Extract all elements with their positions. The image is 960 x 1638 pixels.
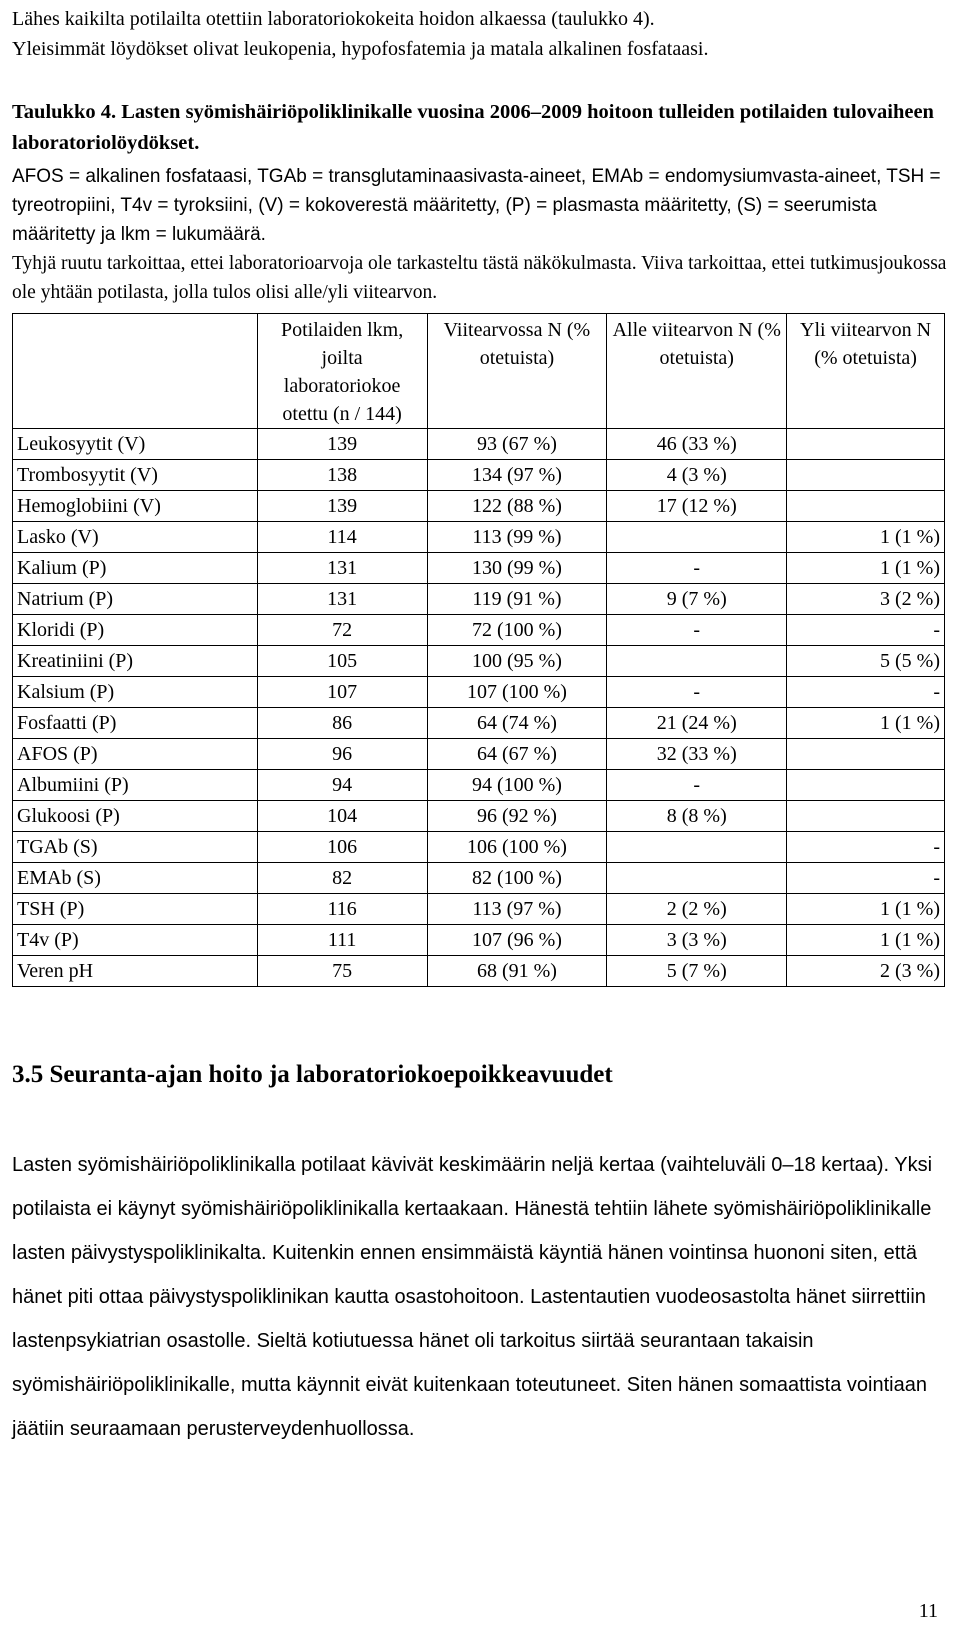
test-name-cell: Hemoglobiini (V)	[13, 491, 258, 522]
count-cell: 94	[257, 770, 427, 801]
count-cell: 139	[257, 429, 427, 460]
table-row	[13, 460, 945, 491]
intro-line-1: Lähes kaikilta potilailta otettiin laboratoriokokeita hoidon alkaessa (taulukko 4).	[12, 8, 655, 30]
table-row	[13, 925, 945, 956]
below-cell: 8 (8 %)	[607, 801, 787, 832]
table-row	[13, 832, 945, 863]
normal-cell: 64 (74 %)	[427, 708, 607, 739]
test-name-cell: Kloridi (P)	[13, 615, 258, 646]
below-cell: -	[607, 553, 787, 584]
test-name-cell: TGAb (S)	[13, 832, 258, 863]
above-cell: 5 (5 %)	[787, 646, 945, 677]
below-cell: 17 (12 %)	[607, 491, 787, 522]
below-cell: 21 (24 %)	[607, 708, 787, 739]
table-row	[13, 956, 945, 987]
below-cell	[607, 646, 787, 677]
table-row	[13, 491, 945, 522]
table-row	[13, 553, 945, 584]
count-cell: 75	[257, 956, 427, 987]
above-cell: 1 (1 %)	[787, 708, 945, 739]
count-cell: 106	[257, 832, 427, 863]
table-row	[13, 770, 945, 801]
test-name-cell: Kalium (P)	[13, 553, 258, 584]
count-cell: 82	[257, 863, 427, 894]
header-cell-above: Yli viitearvon N (% otetuista)	[787, 314, 945, 429]
table-row	[13, 615, 945, 646]
table-row	[13, 677, 945, 708]
normal-cell: 64 (67 %)	[427, 739, 607, 770]
table-row	[13, 429, 945, 460]
below-cell: 2 (2 %)	[607, 894, 787, 925]
test-name-cell: Fosfaatti (P)	[13, 708, 258, 739]
table-row	[13, 739, 945, 770]
count-cell: 72	[257, 615, 427, 646]
header-cell-test	[13, 314, 258, 429]
above-cell	[787, 429, 945, 460]
above-cell: 1 (1 %)	[787, 553, 945, 584]
below-cell: -	[607, 615, 787, 646]
count-cell: 139	[257, 491, 427, 522]
test-name-cell: Albumiini (P)	[13, 770, 258, 801]
table-header-row	[13, 314, 945, 429]
table-caption-title: Taulukko 4. Lasten syömishäiriöpoliklinikalle vuosina 2006–2009 hoitoon tulleiden potilaiden tulovaiheen laboratoriolöydökset.	[12, 101, 934, 154]
test-name-cell: Trombosyytit (V)	[13, 460, 258, 491]
count-cell: 131	[257, 553, 427, 584]
normal-cell: 72 (100 %)	[427, 615, 607, 646]
normal-cell: 122 (88 %)	[427, 491, 607, 522]
table-row	[13, 646, 945, 677]
below-cell: -	[607, 677, 787, 708]
table-row	[13, 522, 945, 553]
count-cell: 114	[257, 522, 427, 553]
normal-cell: 130 (99 %)	[427, 553, 607, 584]
test-name-cell: Leukosyytit (V)	[13, 429, 258, 460]
count-cell: 96	[257, 739, 427, 770]
above-cell: 1 (1 %)	[787, 522, 945, 553]
normal-cell: 119 (91 %)	[427, 584, 607, 615]
above-cell	[787, 739, 945, 770]
page-number: 11	[918, 1600, 938, 1622]
normal-cell: 96 (92 %)	[427, 801, 607, 832]
above-cell	[787, 801, 945, 832]
test-name-cell: Lasko (V)	[13, 522, 258, 553]
below-cell: 4 (3 %)	[607, 460, 787, 491]
test-name-cell: Kreatiniini (P)	[13, 646, 258, 677]
test-name-cell: Kalsium (P)	[13, 677, 258, 708]
document-page	[12, 0, 948, 1451]
normal-cell: 93 (67 %)	[427, 429, 607, 460]
normal-cell: 134 (97 %)	[427, 460, 607, 491]
table-row	[13, 863, 945, 894]
test-name-cell: T4v (P)	[13, 925, 258, 956]
normal-cell: 68 (91 %)	[427, 956, 607, 987]
count-cell: 86	[257, 708, 427, 739]
intro-paragraph	[12, 4, 948, 64]
below-cell	[607, 832, 787, 863]
table-caption-abbreviations: AFOS = alkalinen fosfataasi, TGAb = transglutaminaasivasta-aineet, EMAb = endomysiumvasta-aineet, TSH = tyreotropiini, T4v = tyroksiini, (V) = kokoverestä määritetty, (P) = plasmasta määritetty, (S) = seerumista määritetty ja lkm = lukumäärä.	[12, 166, 941, 245]
normal-cell: 113 (97 %)	[427, 894, 607, 925]
below-cell: 3 (3 %)	[607, 925, 787, 956]
normal-cell: 94 (100 %)	[427, 770, 607, 801]
intro-line-2: Yleisimmät löydökset olivat leukopenia, hypofosfatemia ja matala alkalinen fosfataasi.	[12, 38, 709, 60]
above-cell: 1 (1 %)	[787, 894, 945, 925]
above-cell: 1 (1 %)	[787, 925, 945, 956]
table-caption-note: Tyhjä ruutu tarkoittaa, ettei laboratorioarvoja ole tarkasteltu tästä näkökulmasta. Viiva tarkoittaa, ettei tutkimusjoukossa ole yhtään potilasta, jolla tulos olisi alle/yli viitearvon.	[12, 253, 947, 303]
test-name-cell: Glukoosi (P)	[13, 801, 258, 832]
below-cell: 32 (33 %)	[607, 739, 787, 770]
below-cell	[607, 522, 787, 553]
above-cell: -	[787, 832, 945, 863]
section-heading: 3.5 Seuranta-ajan hoito ja laboratoriokoepoikkeavuudet	[12, 1061, 613, 1088]
test-name-cell: AFOS (P)	[13, 739, 258, 770]
count-cell: 131	[257, 584, 427, 615]
table-row	[13, 708, 945, 739]
header-cell-normal: Viitearvossa N (% otetuista)	[427, 314, 607, 429]
above-cell	[787, 770, 945, 801]
normal-cell: 113 (99 %)	[427, 522, 607, 553]
above-cell: -	[787, 863, 945, 894]
above-cell: 3 (2 %)	[787, 584, 945, 615]
test-name-cell: Natrium (P)	[13, 584, 258, 615]
section-paragraph: Lasten syömishäiriöpoliklinikalla potilaat kävivät keskimäärin neljä kertaa (vaihteluväli 0–18 kertaa). Yksi potilaista ei käynyt syömishäiriöpoliklinikalla kertaakaan. Hänestä tehtiin lähete syömishäiriöpoliklinikalle lasten päivystyspoliklinikalta. Kuitenkin ennen ensimmäistä käyntiä hänen vointinsa huononi siten, että hänet piti ottaa päivystyspoliklinikan kautta osastohoitoon. Lastentautien vuodeosastolta hänet siirrettiin lastenpsykiatrian osastolle. Sieltä kotiutuessa hänet oli tarkoitus siirtää seurantaan takaisin syömishäiriöpoliklinikalle, mutta käynnit eivät kuitenkaan toteutuneet. Siten hänen somaattista vointiaan jäätiin seuraamaan perusterveydenhuollossa.	[12, 1154, 933, 1440]
table-row	[13, 894, 945, 925]
normal-cell: 107 (100 %)	[427, 677, 607, 708]
normal-cell: 107 (96 %)	[427, 925, 607, 956]
below-cell	[607, 863, 787, 894]
above-cell: -	[787, 615, 945, 646]
above-cell	[787, 460, 945, 491]
lab-results-table	[12, 313, 945, 987]
count-cell: 138	[257, 460, 427, 491]
normal-cell: 100 (95 %)	[427, 646, 607, 677]
test-name-cell: EMAb (S)	[13, 863, 258, 894]
header-cell-below: Alle viitearvon N (% otetuista)	[607, 314, 787, 429]
count-cell: 104	[257, 801, 427, 832]
count-cell: 105	[257, 646, 427, 677]
below-cell: 46 (33 %)	[607, 429, 787, 460]
count-cell: 116	[257, 894, 427, 925]
above-cell: -	[787, 677, 945, 708]
count-cell: 111	[257, 925, 427, 956]
below-cell: 9 (7 %)	[607, 584, 787, 615]
table-row	[13, 801, 945, 832]
header-cell-count: Potilaiden lkm, joilta laboratoriokoe otettu (n / 144)	[257, 314, 427, 429]
below-cell: -	[607, 770, 787, 801]
below-cell: 5 (7 %)	[607, 956, 787, 987]
table-body	[13, 429, 945, 987]
above-cell: 2 (3 %)	[787, 956, 945, 987]
table-row	[13, 584, 945, 615]
normal-cell: 106 (100 %)	[427, 832, 607, 863]
test-name-cell: TSH (P)	[13, 894, 258, 925]
count-cell: 107	[257, 677, 427, 708]
test-name-cell: Veren pH	[13, 956, 258, 987]
above-cell	[787, 491, 945, 522]
normal-cell: 82 (100 %)	[427, 863, 607, 894]
